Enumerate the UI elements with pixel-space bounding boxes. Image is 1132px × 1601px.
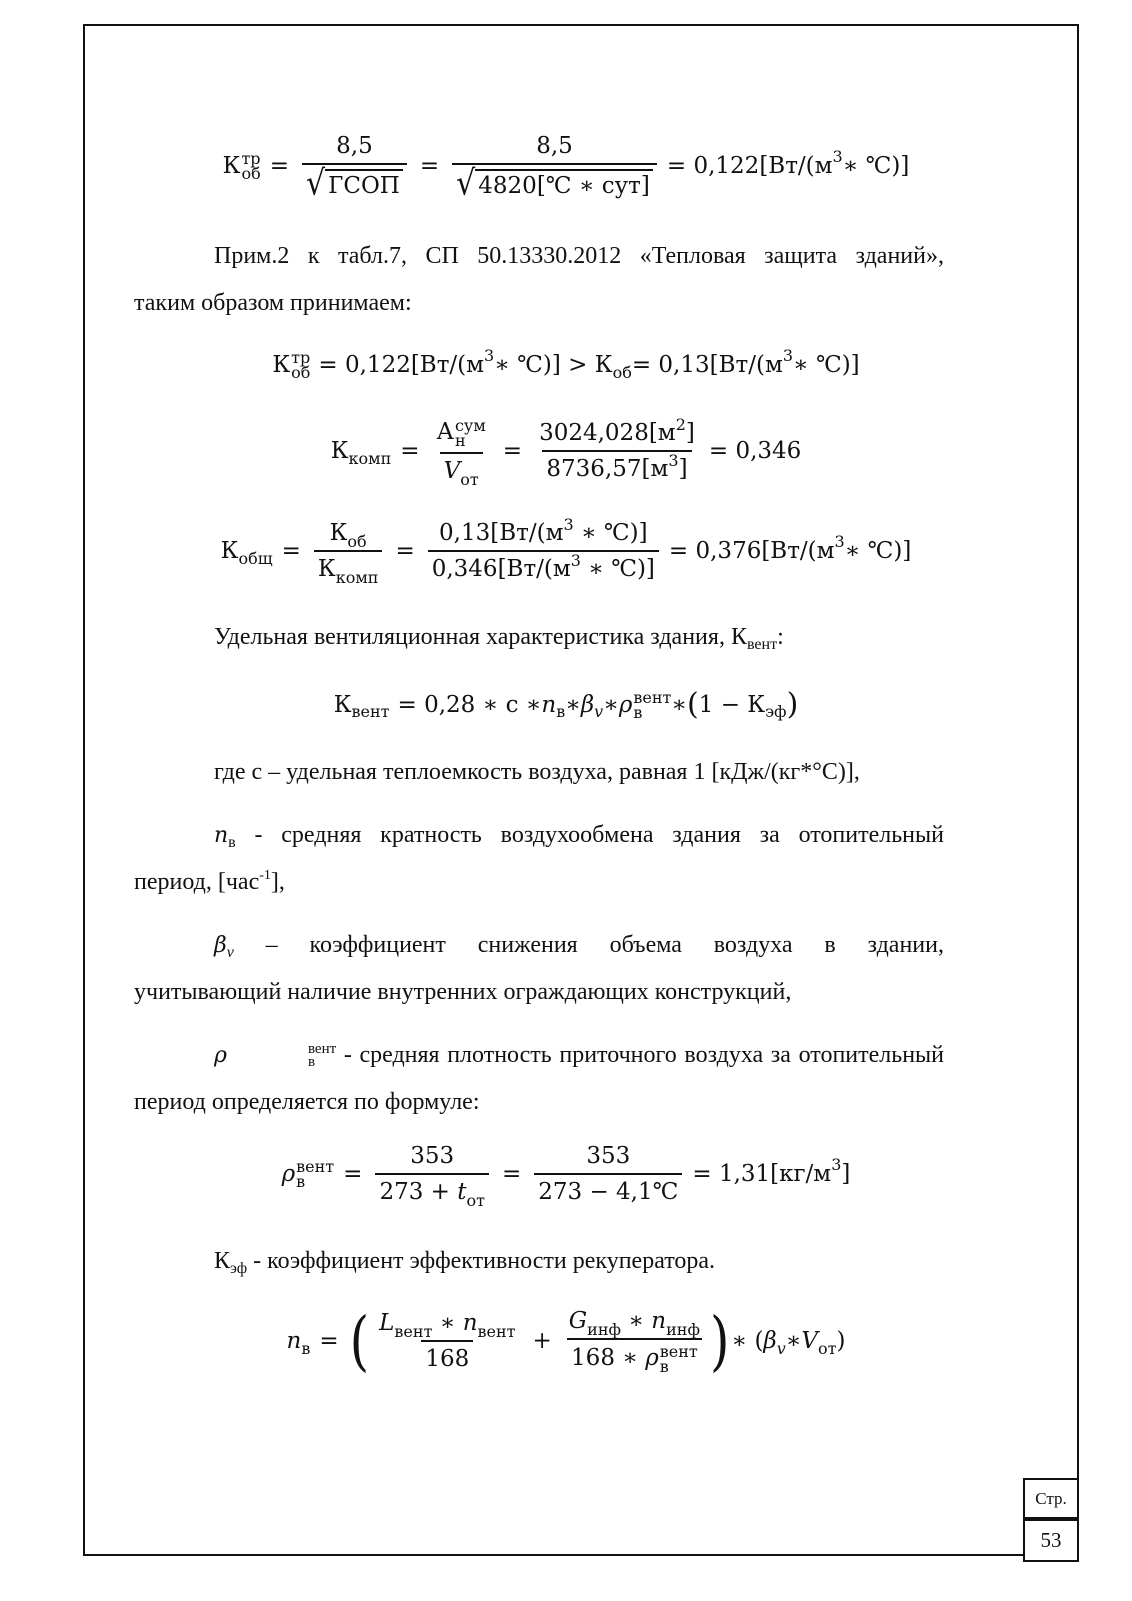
page-stamp-label: Стр. xyxy=(1023,1478,1079,1519)
paragraph-rho: ρ вент в - средняя плотность приточного воздуха за отопительный xyxy=(214,1041,944,1071)
paragraph-note: Прим.2 к табл.7, СП 50.13330.2012 «Тепловая защита зданий», xyxy=(214,243,944,269)
formula-k-vent: К вент = 0,28 ∗ с ∗ n в ∗ β v ∗ ρ вент в ∗ ( 1 − К эф ) xyxy=(333,687,799,722)
formula-k-ob-tr: К тр об = 8,5 √ ГСОП = 8,5 √ 4820[℃ ∗ сут] = 0,122[Вт/(м 3 ∗ ℃)] xyxy=(222,133,910,204)
formula-rho-vent: ρ вент в = $\frac{353}{273 + t_{от}}$ = $\frac{353}{273 - 4,1℃}$ = 1,31[кг/м 3 ] xyxy=(281,1143,851,1210)
paragraph-note-line2: таким образом принимаем: xyxy=(134,290,412,316)
page-number: 53 xyxy=(1023,1519,1079,1562)
formula-k-komp: К комп = А сум н $V_{от}$ = $\frac{3024,028[м^2]}{8736,57[м^3]}$ = 0,346 xyxy=(330,415,802,489)
formula-k-obsch: К общ = $\frac{К_{об}}{К_{комп}}$ = $\frac{0,13[Вт/(м^3 ∗ ℃)]}{0,346[Вт/(м^3 ∗ ℃)]}$ = 0,376[Вт/(м 3 ∗ ℃)] xyxy=(220,515,912,587)
paragraph-k-ef: $К_{эф}$ - коэффициент эффективности рекуператора. xyxy=(214,1248,716,1277)
paragraph-air-exchange-line2: период, [час$^{-1}$], xyxy=(134,868,285,895)
paragraph-heat-capacity: где с – удельная теплоемкость воздуха, равная 1 [кДж/(кг*°С)], xyxy=(214,759,860,785)
paragraph-vent-characteristic: Удельная вентиляционная характеристика здания, $К_{вент}$: xyxy=(214,624,784,653)
paragraph-rho-line2: период определяется по формуле: xyxy=(134,1089,480,1115)
paragraph-beta-line2: учитывающий наличие внутренних ограждающих конструкций, xyxy=(134,979,792,1005)
formula-k-comparison: К тр об = 0,122[Вт/(м 3 ∗ ℃)] > К об = 0,13[Вт/(м 3 ∗ ℃)] xyxy=(272,345,860,382)
formula-n-v: n в = ( $\frac{L_{вент} ∗ n_{вент}}{168}$ + $G_{инф}$ ∗ $n_{инф}$ 168 ∗ ρ вент в ) ∗ ( β v ∗ V от ) xyxy=(286,1303,846,1379)
paragraph-air-exchange: $n_в$ - средняя кратность воздухообмена здания за отопительный xyxy=(214,822,944,851)
paragraph-beta: $\beta_v$ – коэффициент снижения объема воздуха в здании, xyxy=(214,932,944,961)
